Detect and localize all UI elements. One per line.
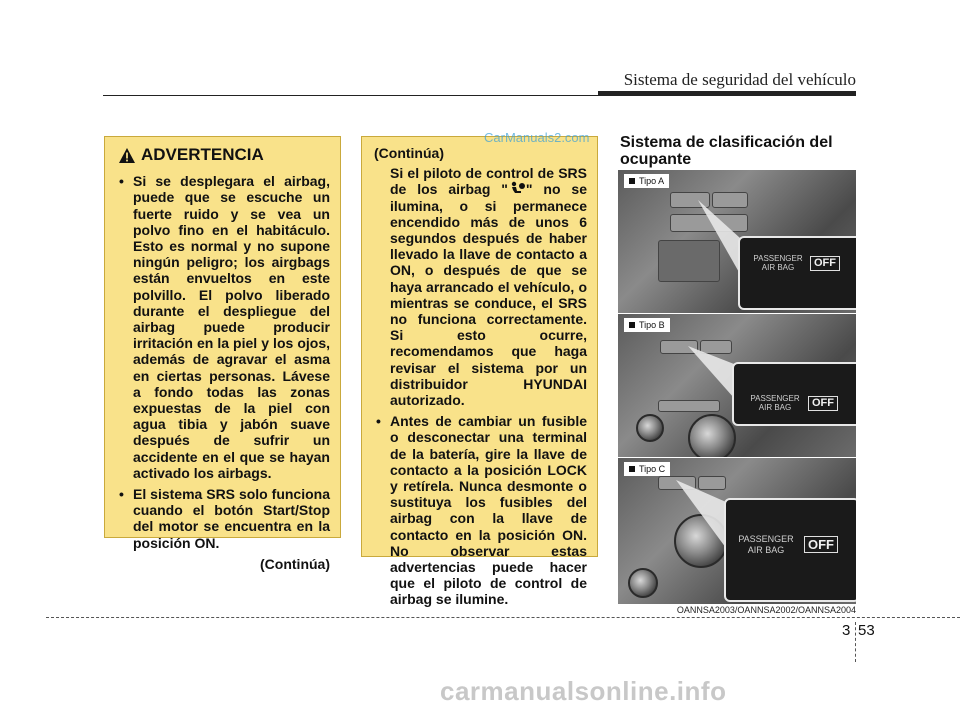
- square-bullet-icon: [629, 178, 635, 184]
- chapter-number: 3: [842, 622, 851, 639]
- section-title: Sistema de clasificación del ocupante: [620, 134, 833, 168]
- page-number-separator: [855, 622, 856, 662]
- airbag-label: AIR BAG: [761, 263, 795, 272]
- callout-panel: [738, 236, 856, 310]
- square-bullet-icon: [629, 322, 635, 328]
- figure-caption: OANNSA2003/OANNSA2002/OANNSA2004: [676, 605, 856, 615]
- off-indicator: OFF: [808, 396, 838, 411]
- warning-heading: [119, 147, 330, 163]
- type-tag: [624, 462, 670, 476]
- type-tag-label: Tipo A: [639, 176, 665, 186]
- airbag-label: AIR BAG: [747, 545, 785, 555]
- passenger-airbag-label: [744, 394, 806, 412]
- airbag-label: AIR BAG: [758, 403, 792, 412]
- warning-bullet: • Si se desplegara el airbag, puede que se escuche un fuerte ruido y se vea un polvo fino en el habitáculo. Esto es normal y no supone ningún peligro; los airgbags están envueltos en este polvillo. El polvo liberado durante el despliegue del airbag puede producir irritación en la piel y los ojos, además de agravar el asma en ciertas personas. Lávese a fondo todas las zonas expuestas de la piel con agua tibia y jabón suave después de sufrir un accidente en el que se hayan activado los airbags.: [117, 173, 330, 481]
- warning-triangle-icon: [119, 148, 135, 163]
- airbag-warning-icon: [508, 181, 526, 196]
- callout-panel: [724, 498, 856, 602]
- type-tag: [624, 318, 670, 332]
- type-tag-label: Tipo B: [639, 320, 665, 330]
- footer-rule: [46, 617, 960, 618]
- type-tag: [624, 174, 669, 188]
- type-tag-label: Tipo C: [639, 464, 666, 474]
- callout-panel: [732, 362, 856, 426]
- passenger-label: PASSENGER: [753, 254, 803, 263]
- header-title: Sistema de seguridad del vehículo: [623, 70, 856, 89]
- passenger-airbag-label: [748, 254, 808, 272]
- warning-box-2: [361, 136, 598, 608]
- warning-bullet: • El sistema SRS solo funciona cuando el botón Start/Stop del motor se encuentra en la posición ON.: [117, 486, 330, 551]
- srs-text-before: Si el piloto de control de SRS de los airbag ": [390, 165, 587, 198]
- passenger-label: PASSENGER: [738, 534, 794, 544]
- srs-text-after: " no se ilumina, o si permanece encendido más de unos 6 segundos después de haber llevado la llave de contacto a ON, o después de que se haya arrancado el vehículo, o mientras se conduce, el SRS no funciona correctamente. Si esto ocurre, recomendamos que haga revisar el sistema por un distribuidor HYUNDAI autorizado.: [390, 181, 588, 409]
- off-indicator: OFF: [810, 256, 840, 271]
- watermark-bottom: carmanualsonline.info: [440, 676, 727, 706]
- dashboard-photo-type-c: [618, 458, 856, 604]
- dashboard-photo-type-b: [618, 314, 856, 457]
- srs-paragraph: [374, 165, 587, 408]
- passenger-label: PASSENGER: [750, 394, 800, 403]
- watermark-top: CarManuals2.com: [484, 130, 590, 145]
- continued-label: (Continúa): [374, 145, 444, 161]
- warning-bullet: • Antes de cambiar un fusible o desconectar una terminal de la batería, gire la llave de contacto a la posición LOCK y retírela. Nunca desmonte o sustituya los fusibles del airbag con la llave de contacto en la posición ON. No observar estas advertencias puede hacer que el piloto de control de airbag se ilumine.: [374, 413, 587, 607]
- dashboard-photo-type-a: [618, 170, 856, 313]
- square-bullet-icon: [629, 466, 635, 472]
- continues-label: (Continúa): [260, 555, 330, 572]
- passenger-airbag-label: [734, 534, 798, 556]
- header-rule-accent: [598, 91, 856, 96]
- warning-heading-text: ADVERTENCIA: [141, 145, 264, 164]
- off-indicator: OFF: [804, 536, 838, 553]
- page-number: 53: [858, 622, 875, 639]
- warning-box-1: [104, 136, 341, 572]
